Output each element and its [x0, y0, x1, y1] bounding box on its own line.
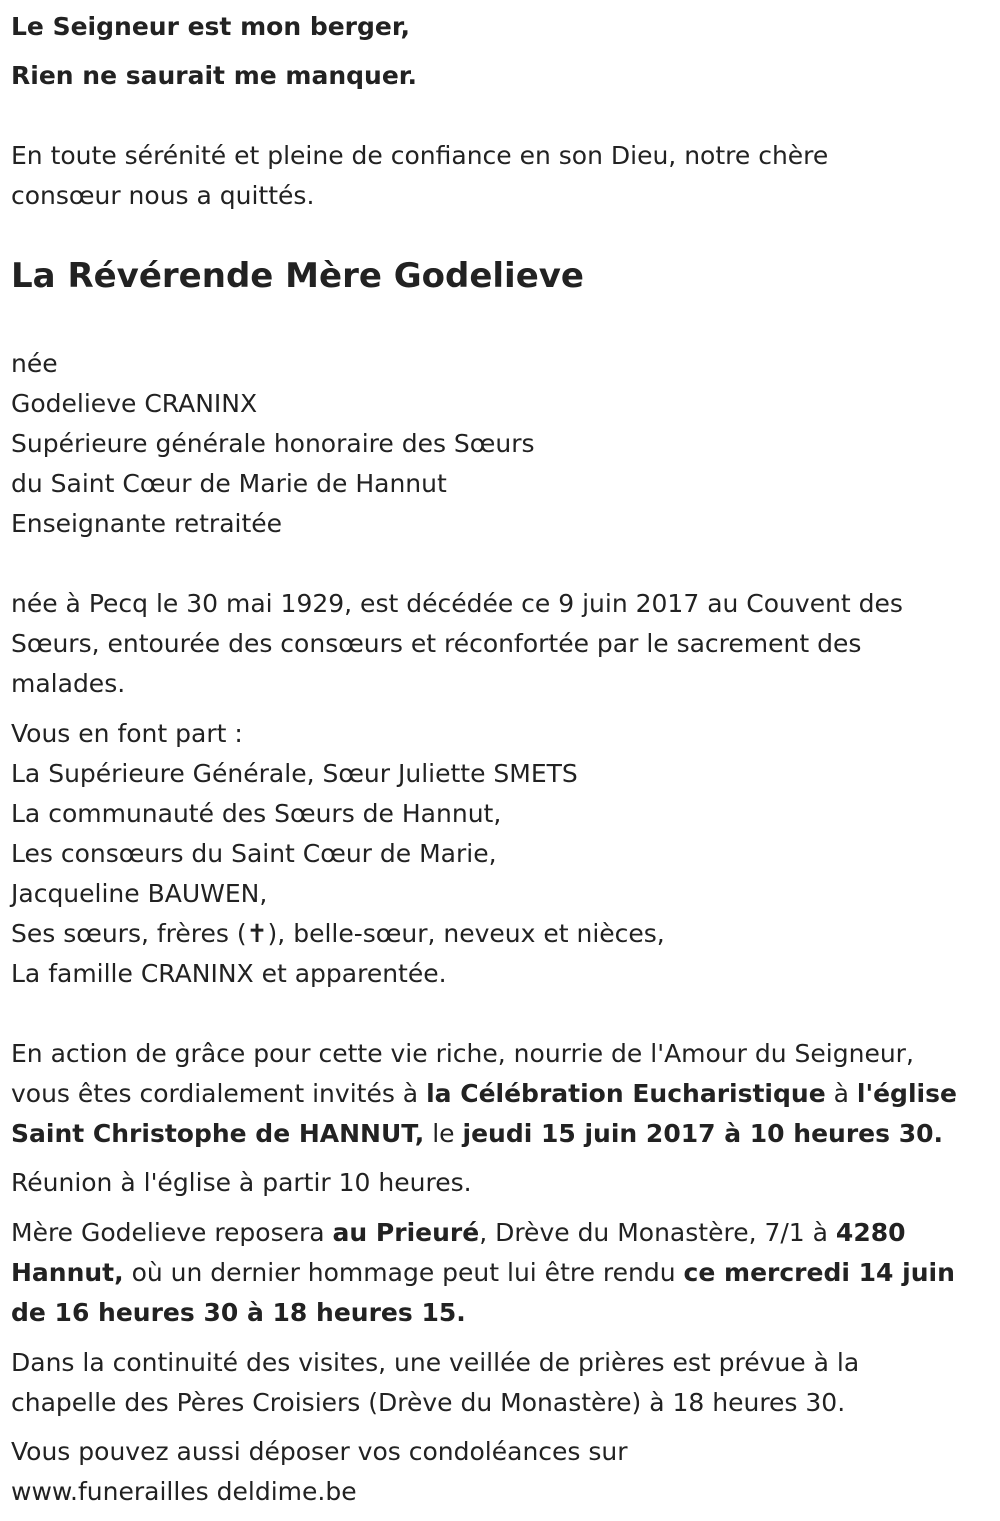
visitation-day: ce mercredi 14 juin — [683, 1258, 955, 1287]
epigraph-line-2: Rien ne saurait me manquer. — [11, 61, 418, 90]
identity-line-3: Supérieure générale honoraire des Sœurs — [11, 429, 535, 458]
visitation-city: Hannut, — [11, 1258, 124, 1287]
visitation-postcode: 4280 — [835, 1218, 906, 1247]
death-line-3: malades. — [11, 669, 126, 698]
visitation-address: , Drève du Monastère, 7/1 à — [479, 1218, 836, 1247]
identity-line-5: Enseignante retraitée — [11, 509, 283, 538]
ceremony-invite-text: vous êtes cordialement invités à — [11, 1079, 427, 1108]
announcers-heading: Vous en font part : — [11, 719, 243, 748]
identity-line-4: du Saint Cœur de Marie de Hannut — [11, 469, 447, 498]
ceremony-church-name: Saint Christophe de HANNUT, — [11, 1119, 425, 1148]
ceremony-line-2 — [11, 1081, 957, 1106]
deceased-name-title: La Révérende Mère Godelieve — [11, 256, 584, 296]
announcer-line-4: Jacqueline BAUWEN, — [11, 879, 268, 908]
visitation-hommage: où un dernier hommage peut lui être rendu — [123, 1258, 684, 1287]
visitation-line-1 — [11, 1220, 906, 1245]
epigraph-line-1: Le Seigneur est mon berger, — [11, 12, 410, 41]
death-line-2: Sœurs, entourée des consœurs et réconfortée par le sacrement des — [11, 629, 862, 658]
ceremony-le: le — [424, 1119, 463, 1148]
vigil-line-2: chapelle des Pères Croisiers (Drève du Monastère) à 18 heures 30. — [11, 1388, 846, 1417]
visitation-place: au Prieuré — [332, 1218, 480, 1247]
condolences-line-1: Vous pouvez aussi déposer vos condoléances sur — [11, 1437, 628, 1466]
ceremony-church-prefix: l'église — [856, 1079, 957, 1108]
ceremony-line-3 — [11, 1121, 943, 1146]
ceremony-celebration: la Célébration Eucharistique — [426, 1079, 826, 1108]
reunion-text: Réunion à l'église à partir 10 heures. — [11, 1168, 472, 1197]
announcer-line-6: La famille CRANINX et apparentée. — [11, 959, 447, 988]
announcer-line-2: La communauté des Sœurs de Hannut, — [11, 799, 502, 828]
condolences-website-link[interactable]: www.funerailles deldime.be — [11, 1477, 357, 1506]
intro-line-1: En toute sérénité et pleine de confiance en son Dieu, notre chère — [11, 141, 829, 170]
visitation-intro: Mère Godelieve reposera — [11, 1218, 333, 1247]
announcer-line-1: La Supérieure Générale, Sœur Juliette SMETS — [11, 759, 578, 788]
identity-line-1: née — [11, 349, 58, 378]
visitation-hours: de 16 heures 30 à 18 heures 15. — [11, 1298, 466, 1327]
visitation-line-2 — [11, 1260, 955, 1285]
identity-line-2: Godelieve CRANINX — [11, 389, 258, 418]
announcer-line-3: Les consœurs du Saint Cœur de Marie, — [11, 839, 497, 868]
death-line-1: née à Pecq le 30 mai 1929, est décédée ce 9 juin 2017 au Couvent des — [11, 589, 903, 618]
ceremony-line-1: En action de grâce pour cette vie riche, nourrie de l'Amour du Seigneur, — [11, 1039, 914, 1068]
intro-line-2: consœur nous a quittés. — [11, 181, 315, 210]
announcer-line-5: Ses sœurs, frères (✝), belle-sœur, neveux et nièces, — [11, 919, 665, 948]
ceremony-connector: à — [825, 1079, 857, 1108]
ceremony-date: jeudi 15 juin 2017 à 10 heures 30. — [462, 1119, 943, 1148]
vigil-line-1: Dans la continuité des visites, une veillée de prières est prévue à la — [11, 1348, 860, 1377]
